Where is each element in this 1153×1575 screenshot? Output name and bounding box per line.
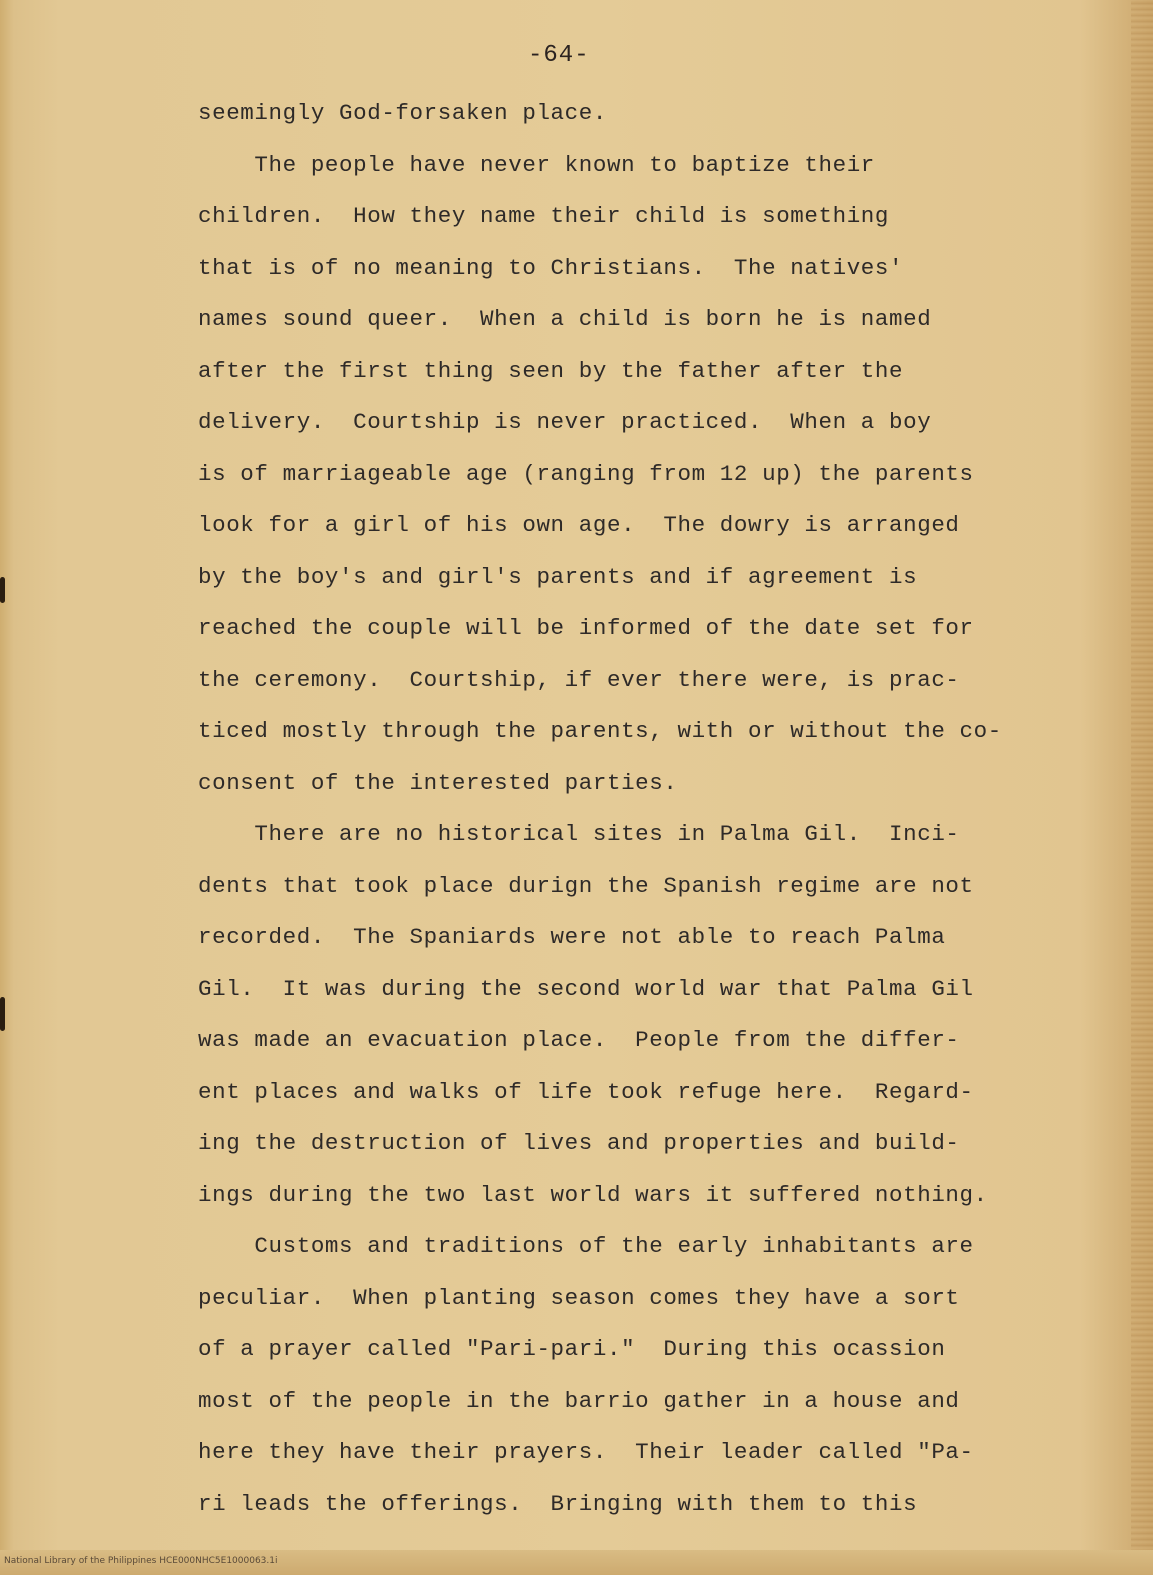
text-line: The people have never known to baptize their	[198, 151, 875, 178]
text-line: ings during the two last world wars it suffered nothing.	[198, 1181, 988, 1208]
text-line: Customs and traditions of the early inhabitants are	[198, 1233, 974, 1259]
text-line: Gil. It was during the second world war that Palma Gil	[198, 975, 974, 1002]
text-line: of a prayer called "Pari-pari." During this ocassion	[198, 1336, 946, 1362]
page-edge	[1131, 0, 1153, 1575]
text-line: the ceremony. Courtship, if ever there were, is prac-	[198, 666, 960, 693]
text-line: recorded. The Spaniards were not able to reach Palma	[198, 924, 946, 950]
text-line: by the boy's and girl's parents and if agreement is	[198, 563, 918, 590]
text-line: look for a girl of his own age. The dowry is arranged	[198, 512, 960, 538]
page-number: -64-	[528, 42, 590, 69]
text-line: ent places and walks of life took refuge here. Regard-	[198, 1078, 974, 1105]
binding-mark	[0, 577, 5, 603]
text-line: children. How they name their child is something	[198, 203, 890, 229]
text-line: names sound queer. When a child is born he is named	[198, 306, 932, 332]
text-line: seemingly God-forsaken place.	[198, 100, 607, 126]
text-line: is of marriageable age (ranging from 12 up) the parents	[198, 460, 974, 487]
text-line: consent of the interested parties.	[198, 769, 678, 796]
text-line: dents that took place durign the Spanish regime are not	[198, 872, 974, 899]
text-line: ri leads the offerings. Bringing with them to this	[198, 1490, 918, 1517]
text-line: that is of no meaning to Christians. The natives'	[198, 254, 904, 281]
text-line: delivery. Courtship is never practiced. When a boy	[198, 409, 932, 435]
text-line: reached the couple will be informed of the date set for	[198, 615, 974, 641]
text-line: peculiar. When planting season comes they have a sort	[198, 1284, 960, 1311]
text-line: here they have their prayers. Their leader called "Pa-	[198, 1439, 974, 1465]
text-line: after the first thing seen by the father after the	[198, 357, 904, 384]
text-line: most of the people in the barrio gather in a house and	[198, 1387, 960, 1414]
text-line: There are no historical sites in Palma Gil. Inci-	[198, 821, 960, 847]
footer-watermark: National Library of the Philippines HCE000NHC5E1000063.1i	[4, 1556, 278, 1566]
body-text	[198, 88, 1078, 1530]
text-line: ticed mostly through the parents, with or without the co-	[198, 718, 1002, 744]
binding-mark	[0, 997, 5, 1031]
text-line: ing the destruction of lives and properties and build-	[198, 1130, 960, 1156]
text-line: was made an evacuation place. People from the differ-	[198, 1027, 960, 1053]
